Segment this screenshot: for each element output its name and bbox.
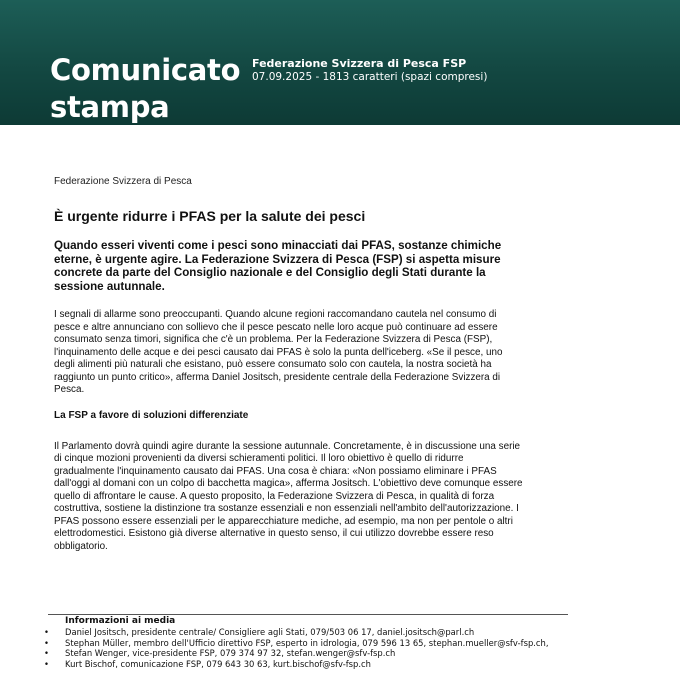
- contact-item: [44, 659, 549, 670]
- body-paragraph-2: Il Parlamento dovrà quindi agire durante la sessione autunnale. Concretamente, è in discussione una serie di cinque mozioni provenienti da diversi schieramenti politici. Il loro obiettivo è quello di ridurre gradualmente l'inquinamento causato dai PFAS. Una cosa è chiara: «Non possiamo eliminare i PFAS dall'oggi al domani con un colpo di bacchetta magica», afferma Jositsch. L'obiettivo deve comunque essere quello di affrontare le cause. A questo proposito, la Federazione Svizzera di Pesca, in qualità di forza costruttiva, sostiene la distinzione tra sostanze essenziali e non essenziali nell'ambito dell'autorizzazione. I PFAS possono essere essenziali per le apparecchiature mediche, ad esempio, ma non per pentole o altri elettrodomestici. Esistono già diverse alternative in questo senso, il cui utilizzo dovrebbe essere reso obbligatorio.: [54, 440, 523, 552]
- header-banner: [0, 0, 680, 125]
- contact-text: Stefan Wenger, vice-presidente FSP, 079 374 97 32, stefan.wenger@sfv-fsp.ch: [65, 648, 396, 658]
- contact-item: [44, 648, 549, 659]
- media-contacts-list: [44, 627, 549, 669]
- contact-text: Stephan Müller, membro dell'Ufficio direttivo FSP, esperto in idrologia, 079 596 13 65, stephan.mueller@sfv-fsp.ch,: [65, 637, 549, 648]
- organization-line: Federazione Svizzera di Pesca: [54, 176, 192, 187]
- page-title: Comunicato stampa: [50, 53, 241, 124]
- bullet-icon: •: [44, 658, 49, 669]
- body-paragraph-1: I segnali di allarme sono preoccupanti. Quando alcune regioni raccomandano cautela nel consumo di pesce e altre annunciano con sollievo che il pesce pescato nelle loro acque può continuare ad essere consumato senza timori, significa che c'è un problema. Per la Federazione Svizzera di Pesca (FSP), l'inquinamento delle acque e dei pesci causato dai PFAS è solo la punta dell'iceberg. «Se il pesce, uno degli alimenti più naturali che esistano, può essere consumato solo con cautela, la nostra società ha raggiunto un punto critico», afferma Daniel Jositsch, presidente centrale della Federazione Svizzera di Pesca.: [54, 309, 503, 396]
- bullet-icon: •: [44, 648, 49, 658]
- contact-text: Daniel Jositsch, presidente centrale/ Consigliere agli Stati, 079/503 06 17, daniel.jositsch@parl.ch: [65, 627, 475, 637]
- document-body: [54, 175, 524, 565]
- header-organization: Federazione Svizzera di Pesca FSP: [252, 57, 467, 70]
- contact-item: [44, 627, 549, 638]
- media-info-title: Informazioni ai media: [65, 616, 176, 626]
- header-meta: 07.09.2025 - 1813 caratteri (spazi compresi): [252, 71, 488, 83]
- contact-item: [44, 638, 549, 649]
- headline: È urgente ridurre i PFAS per la salute dei pesci: [54, 208, 366, 224]
- bullet-icon: •: [44, 637, 49, 648]
- bullet-icon: •: [44, 627, 49, 637]
- subheading: La FSP a favore di soluzioni differenziate: [54, 409, 249, 421]
- lead-paragraph: Quando esseri viventi come i pesci sono minacciati dai PFAS, sostanze chimiche eterne, è urgente agire. La Federazione Svizzera di Pesca (FSP) si aspetta misure concrete da parte del Consiglio nazionale e del Consiglio degli Stati durante la sessione autunnale.: [54, 239, 502, 293]
- contact-text: Kurt Bischof, comunicazione FSP, 079 643 30 63, kurt.bischof@sfv-fsp.ch: [65, 658, 371, 669]
